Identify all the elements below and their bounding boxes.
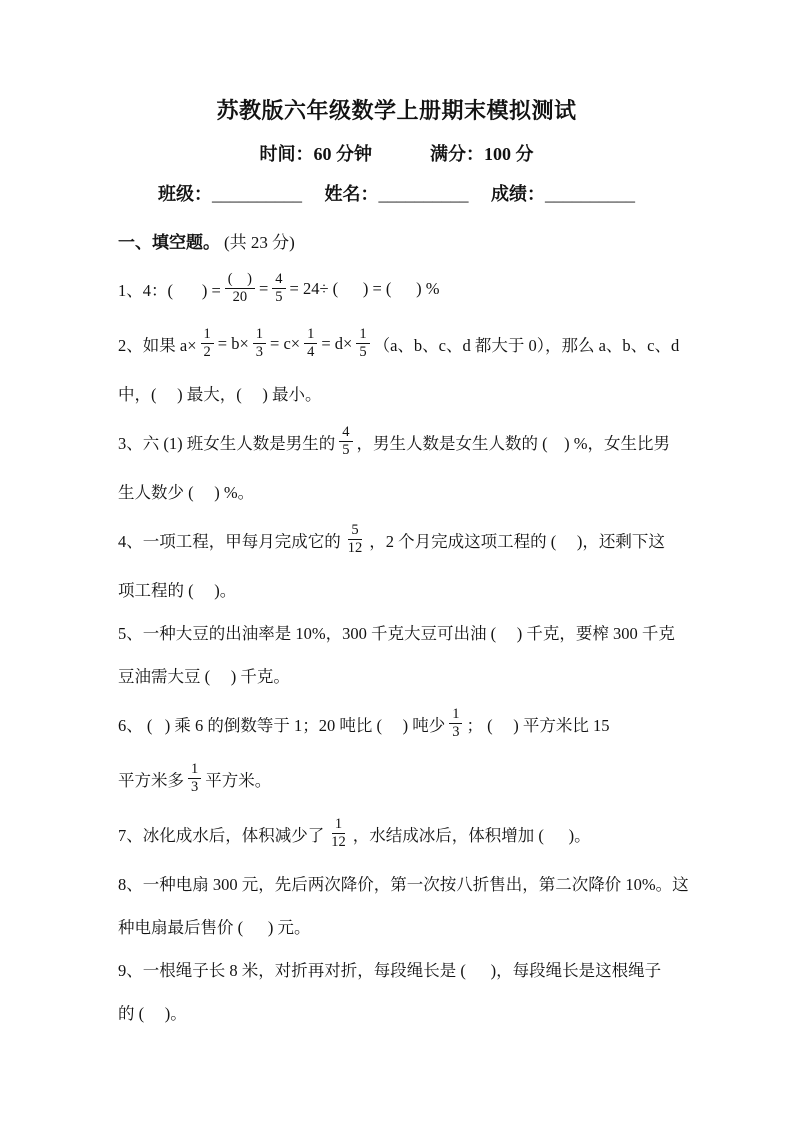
question-line [118, 861, 689, 904]
page-title: 苏教版六年级数学上册期末模拟测试 [216, 98, 577, 123]
question-text: ，男生人数是女生人数的 ( ) %，女生比男 [356, 433, 670, 453]
class-label: 班级： [158, 184, 212, 204]
question-line [118, 904, 689, 947]
student-info-line [0, 181, 793, 207]
section-title: 一、填空题。 [118, 233, 220, 252]
question-text: = d× [321, 333, 353, 353]
question-text: 6、 ( ) 乘 6 的倒数等于 1；20 吨比 ( ) 吨少 [118, 715, 446, 735]
question-line [118, 947, 689, 990]
question-line [118, 414, 689, 469]
question-text: = [258, 278, 269, 298]
question-text: 2、如果 a× [118, 335, 197, 355]
fraction [449, 706, 462, 741]
question-text: = b× [217, 333, 249, 353]
fraction-numerator: 1 [201, 326, 214, 344]
question-line [118, 696, 689, 751]
score-field [491, 184, 635, 204]
full-score-label: 满分：100 分 [430, 144, 534, 164]
question-line [118, 469, 689, 512]
section-heading [118, 227, 689, 259]
question-7 [118, 806, 689, 861]
section-points: (共 23 分) [224, 233, 295, 252]
fraction [339, 424, 352, 459]
question-text: = c× [270, 333, 301, 353]
fraction [328, 816, 349, 851]
name-blank: __________ [378, 184, 469, 204]
question-line [118, 990, 689, 1033]
question-text: 4、一项工程，甲每月完成它的 [118, 531, 341, 551]
name-field [325, 184, 469, 204]
fraction-denominator: 2 [203, 344, 211, 360]
question-text: ，2 个月完成这项工程的 ( )，还剩下这 [369, 531, 665, 551]
question-line [118, 806, 689, 861]
question-text: 9、一根绳子长 8 米，对折再对折，每段绳长是 ( )，每段绳长是这根绳子 [118, 960, 662, 980]
exam-info-line [0, 142, 793, 166]
class-blank: __________ [212, 184, 302, 204]
questions [118, 261, 689, 1033]
fraction-numerator: 1 [449, 706, 462, 724]
question-text: 8、一种电扇 300 元，先后两次降价，第一次按八折售出，第二次降价 10%。这 [118, 874, 689, 894]
question-6 [118, 696, 689, 806]
fraction-denominator: 20 [232, 289, 248, 305]
fraction-numerator: 1 [253, 326, 266, 344]
question-line [118, 316, 689, 371]
fraction [272, 271, 285, 306]
question-text: 平方米。 [205, 770, 272, 790]
time-limit-label: 时间：60 分钟 [259, 144, 372, 164]
question-text: ； ( ) 平方米比 15 [466, 715, 610, 735]
question-line [118, 751, 689, 806]
name-label: 姓名： [324, 184, 379, 204]
question-3 [118, 414, 689, 512]
exam-header [0, 0, 793, 207]
fraction [356, 326, 369, 361]
question-text: = 24÷ ( ) = ( ) % [289, 278, 440, 298]
question-5 [118, 610, 689, 696]
fraction-numerator: 1 [304, 326, 317, 344]
question-text: 平方米多 [118, 770, 184, 790]
question-line [118, 512, 689, 567]
question-text: 豆油需大豆 ( ) 千克。 [118, 666, 290, 686]
question-text: 1、4：( ) = [118, 280, 221, 300]
question-line [118, 610, 689, 653]
fraction-denominator: 3 [452, 724, 460, 740]
fraction-numerator: 1 [188, 761, 201, 779]
question-text: 生人数少 ( ) %。 [118, 482, 255, 502]
fraction-denominator: 12 [331, 834, 346, 850]
question-text: ，水结成冰后，体积增加 ( )。 [352, 825, 591, 845]
question-text: 种电扇最后售价 ( ) 元。 [118, 917, 311, 937]
question-text: 中，( ) 最大，( ) 最小。 [118, 384, 322, 404]
question-text: 项工程的 ( )。 [118, 580, 237, 600]
question-line [118, 371, 689, 414]
question-text: 7、冰化成水后，体积减少了 [118, 825, 325, 845]
fraction-numerator: 1 [332, 816, 345, 834]
fraction-denominator: 4 [307, 344, 315, 360]
question-4 [118, 512, 689, 610]
fraction [188, 761, 201, 796]
class-field [158, 184, 302, 204]
fraction-numerator: 5 [348, 522, 361, 540]
fraction-numerator: 4 [339, 424, 352, 442]
score-blank: __________ [545, 184, 635, 204]
question-text: （a、b、c、d 都大于 0），那么 a、b、c、d [373, 335, 680, 355]
question-9 [118, 947, 689, 1033]
fraction-numerator: ( ) [225, 271, 255, 289]
fraction [225, 271, 255, 306]
question-line [118, 567, 689, 610]
score-label: 成绩： [491, 184, 545, 204]
fraction-denominator: 12 [347, 540, 363, 556]
fraction [345, 522, 366, 557]
question-8 [118, 861, 689, 947]
fraction-denominator: 5 [359, 344, 367, 360]
fraction-denominator: 5 [342, 442, 350, 458]
exam-content [0, 207, 793, 1033]
fraction-denominator: 3 [191, 779, 199, 795]
fraction-denominator: 5 [275, 289, 283, 305]
fraction-numerator: 4 [272, 271, 285, 289]
question-text: 3、六 (1) 班女生人数是男生的 [118, 433, 336, 453]
question-line [118, 653, 689, 696]
fraction [201, 326, 214, 361]
question-1 [118, 261, 689, 316]
question-2 [118, 316, 689, 414]
fraction-denominator: 3 [255, 344, 264, 360]
question-line [118, 261, 689, 316]
question-text: 的 ( )。 [118, 1003, 187, 1023]
question-text: 5、一种大豆的出油率是 10%，300 千克大豆可出油 ( ) 千克，要榨 300 千克 [118, 623, 675, 643]
fraction-numerator: 1 [356, 326, 369, 344]
fraction [253, 326, 266, 361]
fraction [304, 326, 317, 361]
